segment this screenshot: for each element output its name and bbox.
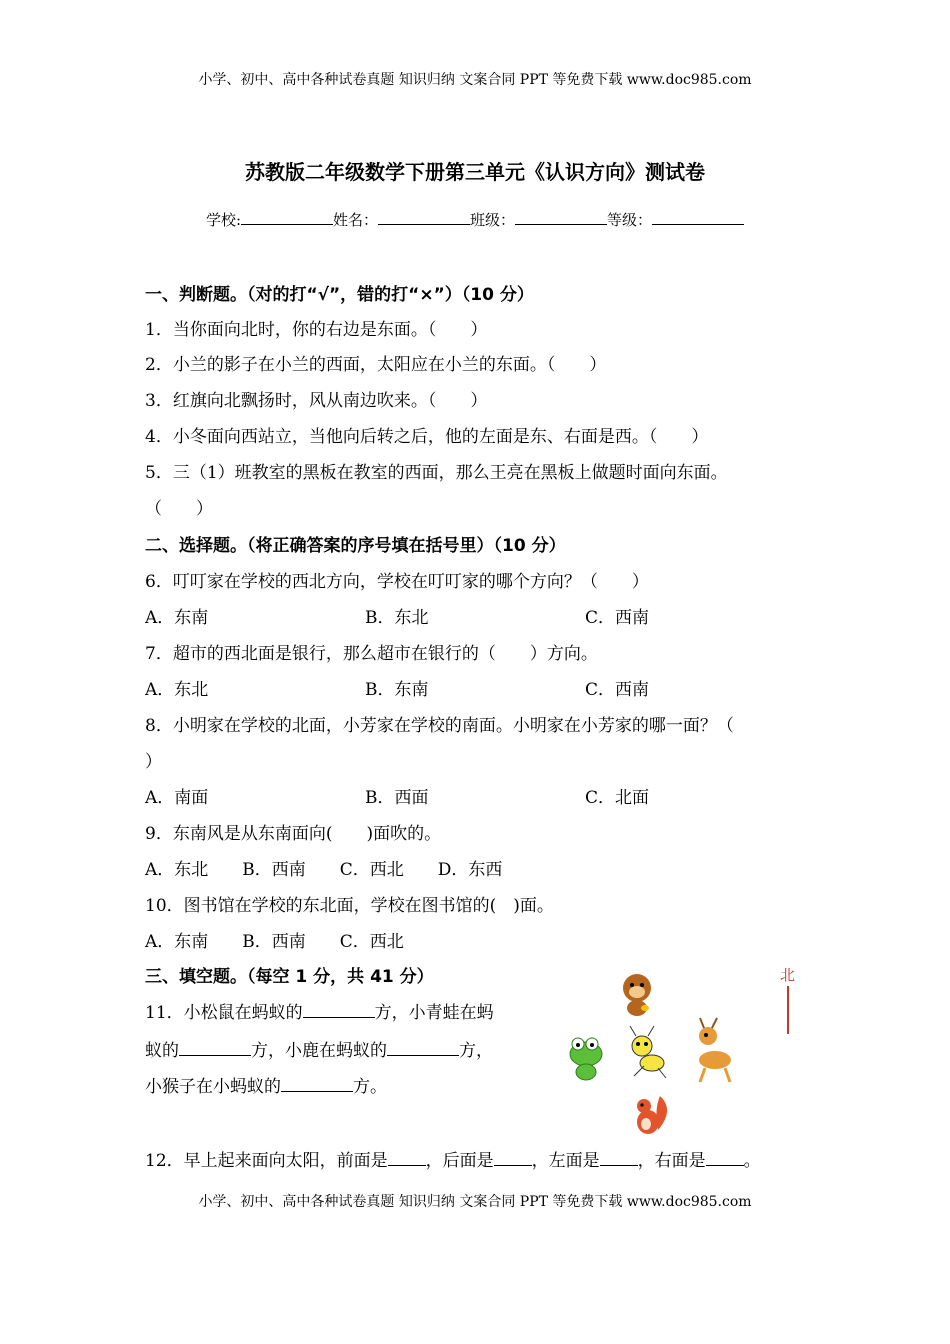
grade-label: 等级： xyxy=(607,211,653,229)
question-10: 10．图书馆在学校的东北面，学校在图书馆的( )面。 xyxy=(145,896,554,916)
question-11-line-2 xyxy=(145,1036,493,1061)
question-5-bracket: （ ） xyxy=(145,499,213,519)
q12-blank-left[interactable] xyxy=(600,1150,638,1166)
q11-text-3: 蚁的 xyxy=(145,1041,179,1061)
section-fill: 三、填空题。（每空 1 分，共 41 分） xyxy=(145,967,434,987)
name-label: 姓名： xyxy=(333,211,379,229)
section-judgement: 一、判断题。（对的打“√”，错的打“×”）（10 分） xyxy=(145,285,534,305)
q11-text-7: 方。 xyxy=(353,1077,387,1097)
q12-blank-front[interactable] xyxy=(388,1150,426,1166)
question-9: 9．东南风是从东南面向( )面吹的。 xyxy=(145,824,442,844)
question-6: 6．叮叮家在学校的西北方向，学校在叮叮家的哪个方向？（ ） xyxy=(145,572,649,592)
q12-text-5: 。 xyxy=(743,1151,761,1171)
question-8-bracket: ） xyxy=(145,752,162,772)
q12-blank-right[interactable] xyxy=(706,1150,744,1166)
question-4: 4．小冬面向西站立，当他向后转之后，他的左面是东、右面是西。（ ） xyxy=(145,427,709,447)
deer-icon xyxy=(699,1018,731,1082)
question-8-option-c: C．北面 xyxy=(585,788,650,808)
north-label: 北 xyxy=(780,966,796,984)
question-6-option-a: A．东南 xyxy=(145,608,209,628)
q11-text-4: 方，小鹿在蚂蚁的 xyxy=(251,1041,387,1061)
question-11-line-1 xyxy=(145,998,494,1023)
squirrel-icon xyxy=(637,1096,667,1134)
question-5: 5．三（1）班教室的黑板在教室的西面，那么王亮在黑板上做题时面向东面。 xyxy=(145,463,728,483)
school-label: 学校: xyxy=(205,211,241,229)
question-7-option-b: B．东南 xyxy=(365,680,429,700)
q11-blank-4[interactable] xyxy=(281,1076,353,1092)
q12-text-4: ，右面是 xyxy=(637,1151,706,1171)
page-title: 苏教版二年级数学下册第三单元《认识方向》测试卷 xyxy=(245,160,705,184)
direction-figure xyxy=(560,960,810,1150)
question-6-option-b: B．东北 xyxy=(365,608,429,628)
q11-text-5: 方， xyxy=(459,1041,493,1061)
q12-text-3: ，左面是 xyxy=(531,1151,600,1171)
student-info-line xyxy=(0,209,950,230)
class-label: 班级： xyxy=(470,211,516,229)
question-8: 8．小明家在学校的北面，小芳家在学校的南面。小明家在小芳家的哪一面？（ xyxy=(145,716,734,736)
section-choice: 二、选择题。（将正确答案的序号填在括号里）（10 分） xyxy=(145,536,566,556)
class-blank[interactable] xyxy=(515,210,607,225)
question-11-line-3 xyxy=(145,1072,387,1097)
school-blank[interactable] xyxy=(241,210,333,225)
q11-text-1: 11．小松鼠在蚂蚁的 xyxy=(145,1003,303,1023)
q12-text-2: ，后面是 xyxy=(425,1151,494,1171)
q11-text-2: 方，小青蛙在蚂 xyxy=(374,1003,494,1023)
question-12 xyxy=(145,1146,761,1171)
question-2: 2．小兰的影子在小兰的西面，太阳应在小兰的东面。（ ） xyxy=(145,355,607,375)
q12-blank-back[interactable] xyxy=(494,1150,532,1166)
question-9-options: A．东北 B．西南 C．西北 D．东西 xyxy=(145,860,503,880)
page-header: 小学、初中、高中各种试卷真题 知识归纳 文案合同 PPT 等免费下载 www.doc985.com xyxy=(198,72,752,88)
north-arrow xyxy=(780,966,795,1034)
grade-blank[interactable] xyxy=(652,210,744,225)
q11-text-6: 小猴子在小蚂蚁的 xyxy=(145,1077,281,1097)
question-10-options: A．东南 B．西南 C．西北 xyxy=(145,932,404,952)
frog-icon xyxy=(570,1038,602,1080)
question-1: 1．当你面向北时，你的右边是东面。（ ） xyxy=(145,320,488,340)
q11-blank-1[interactable] xyxy=(303,1002,375,1018)
name-blank[interactable] xyxy=(378,210,470,225)
question-6-option-c: C．西南 xyxy=(585,608,650,628)
question-8-option-a: A．南面 xyxy=(145,788,209,808)
q11-blank-2[interactable] xyxy=(179,1040,251,1056)
question-8-option-b: B．西面 xyxy=(365,788,429,808)
ant-icon xyxy=(630,1026,666,1078)
q12-text-1: 12．早上起来面向太阳，前面是 xyxy=(145,1151,388,1171)
question-7-option-c: C．西南 xyxy=(585,680,650,700)
question-7-option-a: A．东北 xyxy=(145,680,209,700)
monkey-icon xyxy=(623,974,651,1016)
question-7: 7．超市的西北面是银行，那么超市在银行的（ ）方向。 xyxy=(145,644,598,664)
q11-blank-3[interactable] xyxy=(387,1040,459,1056)
page-footer: 小学、初中、高中各种试卷真题 知识归纳 文案合同 PPT 等免费下载 www.doc985.com xyxy=(198,1194,752,1210)
question-3: 3．红旗向北飘扬时，风从南边吹来。（ ） xyxy=(145,391,488,411)
